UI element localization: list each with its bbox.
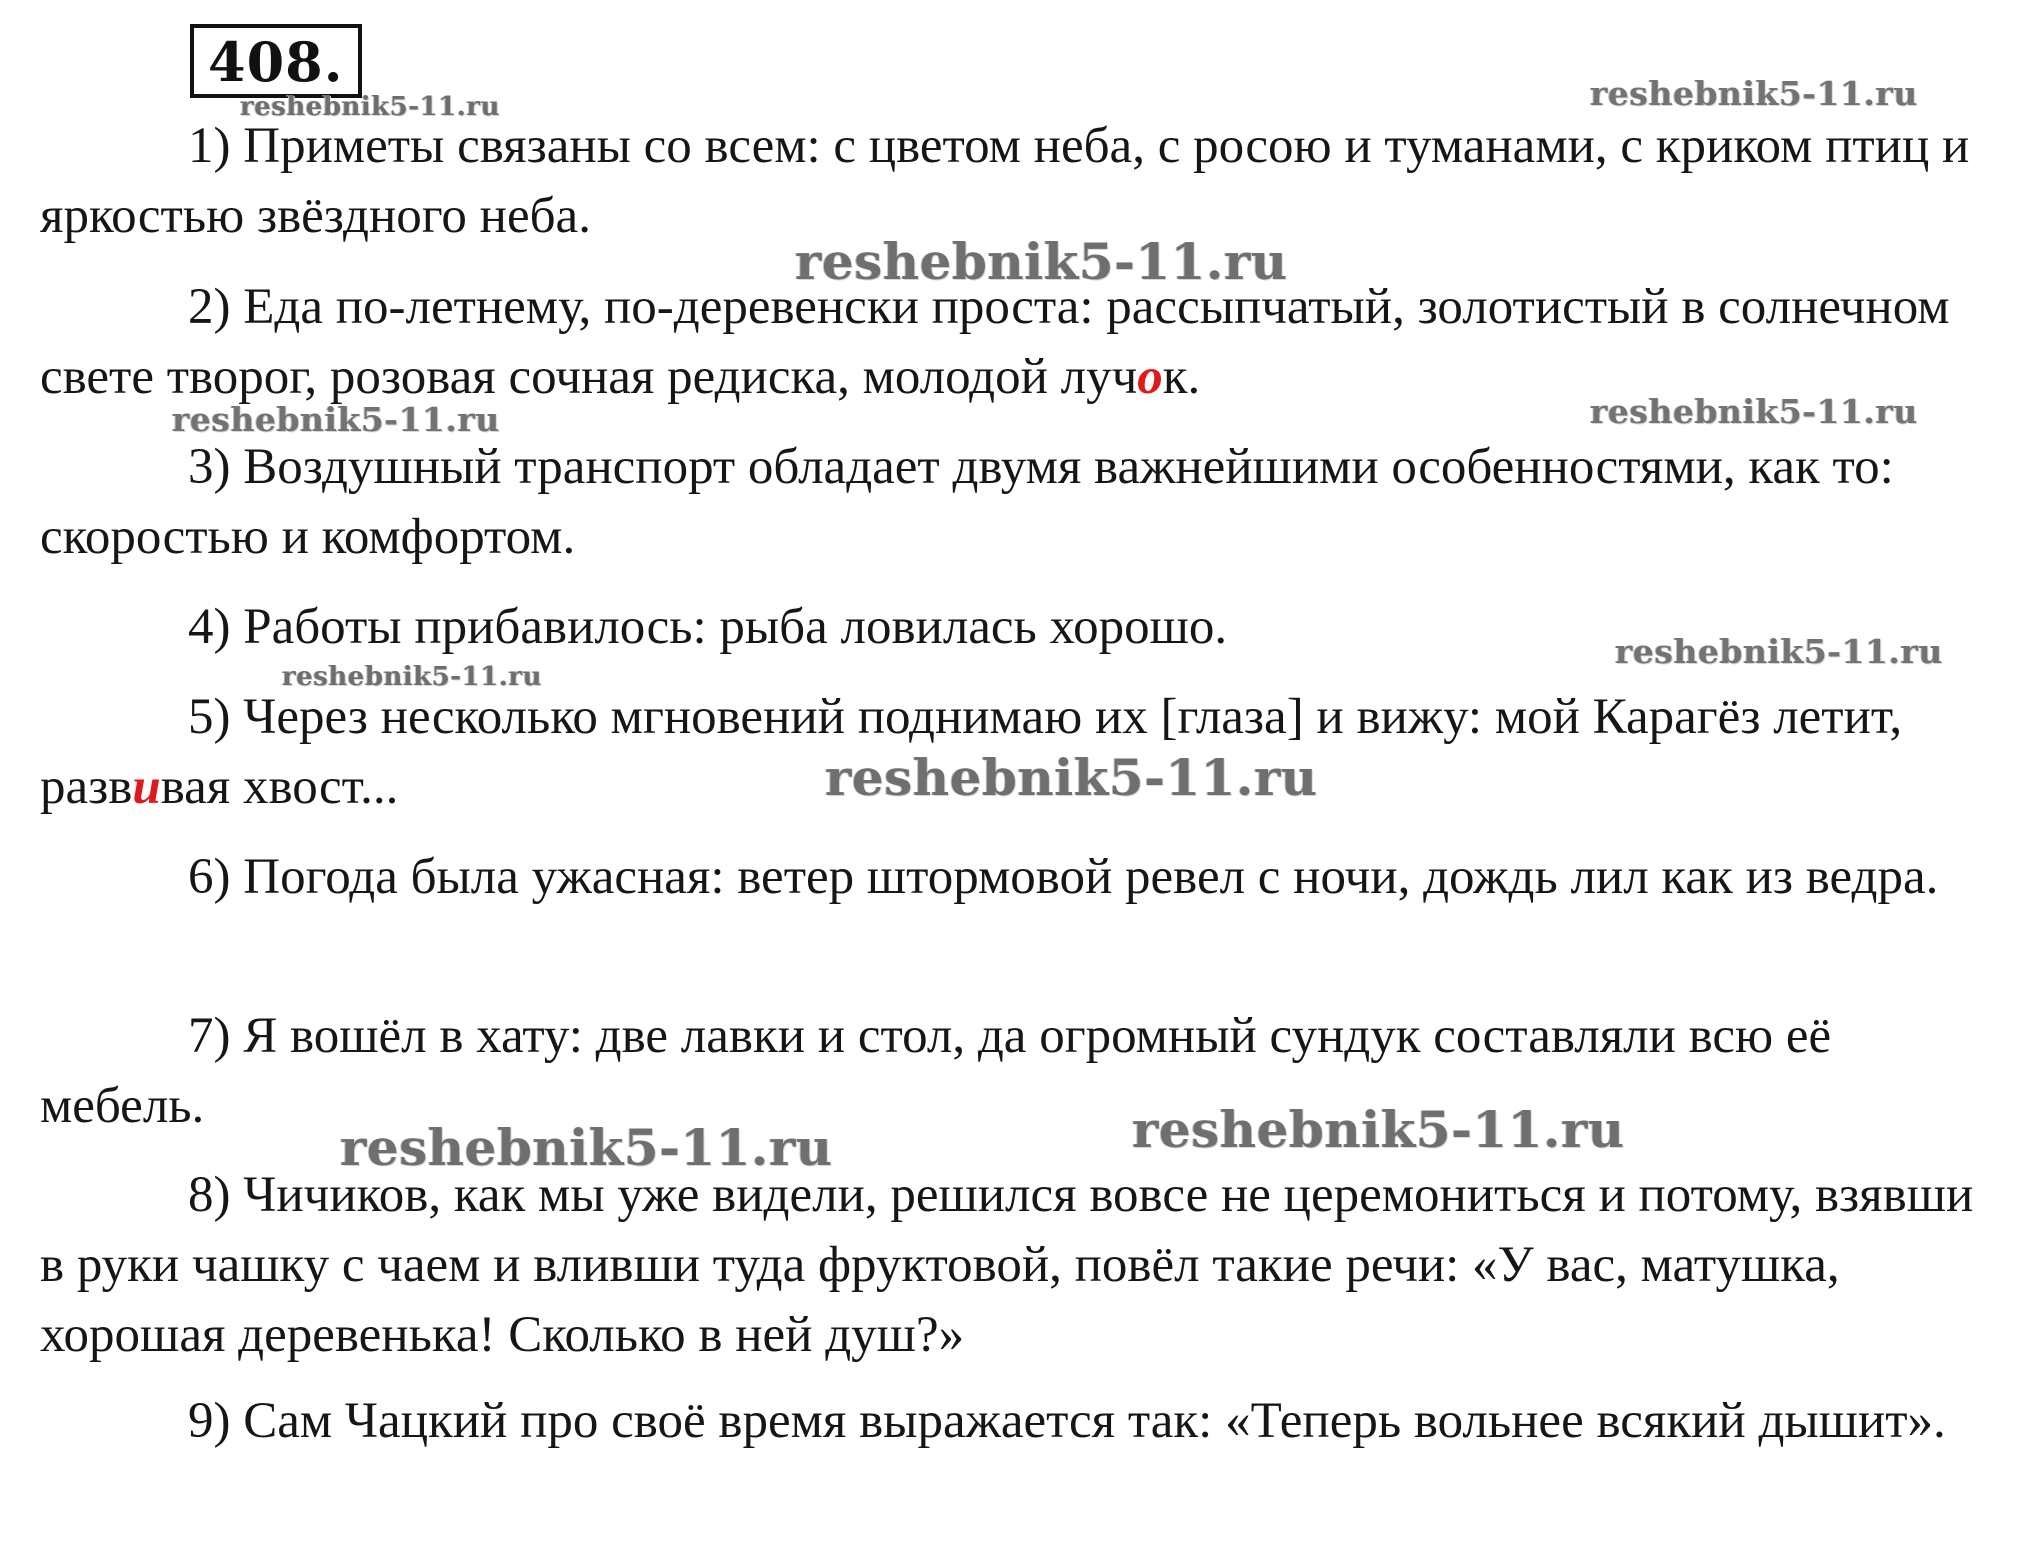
paragraph-text: вая хвост... [160, 759, 399, 815]
paragraph-2 [40, 272, 1990, 412]
watermark: reshebnik5-11.ru [795, 232, 1288, 291]
highlighted-letter: и [132, 759, 161, 815]
paragraph-9 [40, 1386, 1990, 1456]
paragraph-5 [40, 682, 1990, 822]
watermark: reshebnik5-11.ru [172, 400, 500, 439]
item-number: 3) [188, 439, 231, 495]
watermark: reshebnik5-11.ru [240, 92, 501, 122]
watermark: reshebnik5-11.ru [1590, 392, 1918, 431]
paragraph-text: к. [1162, 349, 1201, 405]
watermark: reshebnik5-11.ru [1590, 74, 1918, 113]
watermark: reshebnik5-11.ru [1132, 1100, 1625, 1159]
paragraph-3 [40, 432, 1990, 572]
item-number: 2) [188, 279, 231, 335]
paragraph-8 [40, 1160, 1990, 1370]
watermark: reshebnik5-11.ru [340, 1118, 833, 1177]
paragraph-text: Приметы связаны со всем: с цветом неба, с росою и туманами, с криком птиц и яркостью звёздного неба. [40, 118, 1970, 244]
item-number: 4) [188, 599, 231, 655]
paragraph-6 [40, 842, 1990, 912]
paragraph-text: Погода была ужасная: ветер штормовой ревел с ночи, дождь лил как из ведра. [243, 849, 1939, 905]
paragraph-text: Воздушный транспорт обладает двумя важнейшими особенностями, как то: скоростью и комфортом. [40, 439, 1894, 565]
paragraph-text: Чичиков, как мы уже видели, решился вовсе не церемониться и потому, взявши в руки чашку с чаем и вливши туда фруктовой, повёл такие речи: «У вас, матушка, хорошая деревенька! Сколько в ней душ?» [40, 1167, 1974, 1363]
watermark: reshebnik5-11.ru [1615, 632, 1943, 671]
paragraph-text: Я вошёл в хату: две лавки и стол, да огромный сундук составляли всю её мебель. [40, 1008, 1832, 1134]
watermark: reshebnik5-11.ru [282, 662, 543, 692]
item-number: 7) [188, 1008, 231, 1064]
paragraph-text: Через несколько мгновений поднимаю их [глаза] и вижу: мой Карагёз летит, разв [40, 689, 1903, 815]
paragraph-text: Еда по-летнему, по-деревенски проста: рассыпчатый, золотистый в солнечном свете творог, розовая сочная редиска, молодой луч [40, 279, 1950, 405]
item-number: 1) [188, 118, 231, 174]
paragraph-text: Сам Чацкий про своё время выражается так: «Теперь вольнее всякий дышит». [243, 1393, 1946, 1449]
exercise-number: 408. [190, 24, 362, 98]
item-number: 6) [188, 849, 231, 905]
item-number: 8) [188, 1167, 231, 1223]
paragraph-text: Работы прибавилось: рыба ловилась хорошо. [243, 599, 1228, 655]
paragraph-4 [40, 592, 1990, 662]
highlighted-letter: о [1137, 349, 1163, 405]
watermark: reshebnik5-11.ru [825, 748, 1318, 807]
paragraph-1 [40, 111, 1990, 251]
item-number: 5) [188, 689, 231, 745]
paragraph-7 [40, 1001, 1990, 1141]
item-number: 9) [188, 1393, 231, 1449]
